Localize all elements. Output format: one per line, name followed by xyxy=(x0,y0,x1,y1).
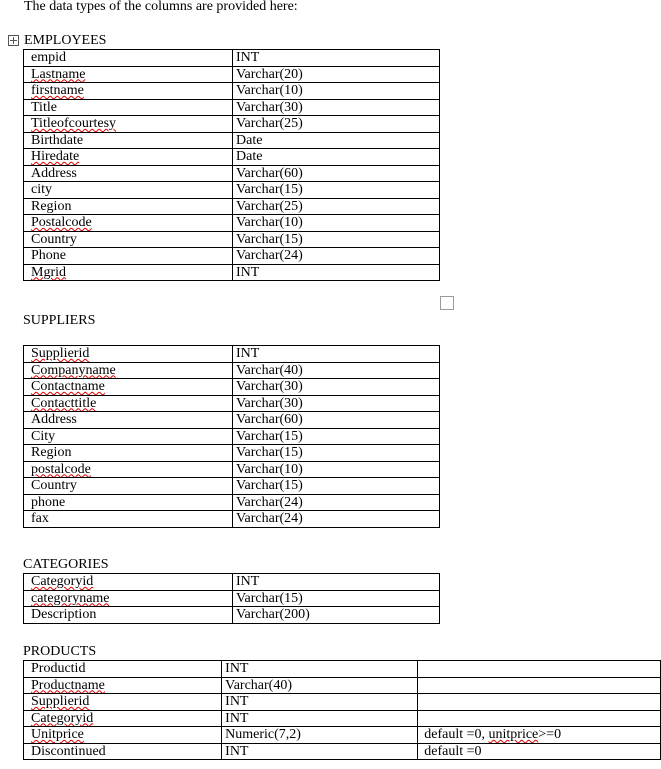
column-constraint xyxy=(418,694,661,711)
column-name-cell xyxy=(24,362,233,379)
column-name: Region xyxy=(31,198,72,214)
column-name: Phone xyxy=(31,248,66,263)
table-row xyxy=(24,165,440,182)
column-name-cell xyxy=(24,743,222,760)
column-name-cell xyxy=(24,677,222,694)
table-row xyxy=(24,215,440,232)
table-row xyxy=(24,710,661,727)
column-name-cell xyxy=(24,412,233,429)
column-type: Varchar(24) xyxy=(233,494,440,511)
table-row xyxy=(24,445,440,462)
column-type: Varchar(10) xyxy=(233,461,440,478)
column-name-cell xyxy=(24,215,233,232)
column-name-cell xyxy=(24,428,233,445)
column-name: Country xyxy=(31,231,77,247)
table-row xyxy=(24,83,440,100)
column-type: Varchar(60) xyxy=(233,412,440,429)
column-type: Varchar(24) xyxy=(233,248,440,265)
column-name-cell xyxy=(24,494,233,511)
column-name-cell xyxy=(24,149,233,166)
table-row xyxy=(24,661,661,678)
column-name: Address xyxy=(31,412,77,427)
column-name-cell xyxy=(24,710,222,727)
column-name-cell xyxy=(24,727,222,744)
column-type: Varchar(30) xyxy=(233,99,440,116)
table-row xyxy=(24,66,440,83)
table-row xyxy=(24,231,440,248)
column-type: Varchar(24) xyxy=(233,511,440,528)
column-name-cell xyxy=(24,66,233,83)
column-name-cell xyxy=(24,395,233,412)
table-heading-employees: EMPLOYEES xyxy=(24,33,107,48)
column-name-cell xyxy=(24,132,233,149)
table-row xyxy=(24,362,440,379)
column-name: empid xyxy=(31,50,66,65)
column-name-cell xyxy=(24,661,222,678)
column-name: Contactname xyxy=(31,379,105,394)
table-row xyxy=(24,677,661,694)
column-name-cell xyxy=(24,165,233,182)
column-name: city xyxy=(31,182,52,197)
column-name-cell xyxy=(24,445,233,462)
table-row xyxy=(24,727,661,744)
column-name-cell xyxy=(24,248,233,265)
column-name: Unitprice xyxy=(31,727,84,742)
intro-text: The data types of the columns are provided here: xyxy=(24,0,298,14)
employees-table xyxy=(23,49,440,281)
column-type: Varchar(200) xyxy=(233,607,440,624)
column-name: Postalcode xyxy=(31,215,92,230)
column-name: Productid xyxy=(31,661,86,676)
misspelled-word: unitprice xyxy=(488,727,539,742)
column-type: Varchar(15) xyxy=(233,231,440,248)
column-name: Categoryid xyxy=(31,574,94,589)
column-type: Varchar(10) xyxy=(233,215,440,232)
column-type: Varchar(40) xyxy=(233,362,440,379)
column-type: Date xyxy=(233,132,440,149)
column-name: Mgrid xyxy=(31,264,66,280)
column-type: INT xyxy=(222,694,418,711)
table-row xyxy=(24,461,440,478)
table-heading-suppliers: SUPPLIERS xyxy=(23,313,96,328)
column-type: Varchar(25) xyxy=(233,116,440,133)
column-constraint xyxy=(418,661,661,678)
column-name-cell xyxy=(24,198,233,215)
table-row xyxy=(24,743,661,760)
column-name: Birthdate xyxy=(31,132,84,148)
products-table xyxy=(23,660,661,760)
column-name-cell xyxy=(24,182,233,199)
column-name-cell xyxy=(24,478,233,495)
table-heading-products: PRODUCTS xyxy=(23,644,97,659)
column-name: City xyxy=(31,428,56,444)
table-row xyxy=(24,494,440,511)
column-type: Varchar(30) xyxy=(233,395,440,412)
column-name-cell xyxy=(24,511,233,528)
column-name: Productname xyxy=(31,677,105,693)
column-type: Varchar(60) xyxy=(233,165,440,182)
column-type: Varchar(15) xyxy=(233,182,440,199)
column-name: fax xyxy=(31,511,49,526)
table-resize-icon[interactable] xyxy=(440,296,454,310)
table-row xyxy=(24,50,440,67)
column-name-cell xyxy=(24,231,233,248)
column-name: Hiredate xyxy=(31,149,80,164)
table-row xyxy=(24,395,440,412)
column-name-cell xyxy=(24,694,222,711)
column-name: Title xyxy=(31,99,57,115)
column-type: INT xyxy=(233,574,440,591)
column-type: Varchar(10) xyxy=(233,83,440,100)
categories-table xyxy=(23,573,440,624)
column-name: Categoryid xyxy=(31,710,94,726)
column-constraint: default =0, unitprice>=0 xyxy=(418,727,661,744)
column-name-cell xyxy=(24,116,233,133)
table-row xyxy=(24,116,440,133)
column-name-cell xyxy=(24,590,233,607)
column-name: categoryname xyxy=(31,590,110,606)
table-row xyxy=(24,428,440,445)
column-type: Varchar(15) xyxy=(233,590,440,607)
column-name: Companyname xyxy=(31,362,116,378)
table-row xyxy=(24,412,440,429)
column-constraint xyxy=(418,677,661,694)
column-name: postalcode xyxy=(31,461,91,477)
column-name-cell xyxy=(24,83,233,100)
column-name: Supplierid xyxy=(31,694,90,709)
table-row xyxy=(24,248,440,265)
column-type: Varchar(40) xyxy=(222,677,418,694)
table-row xyxy=(24,132,440,149)
column-name-cell xyxy=(24,607,233,624)
column-type: Date xyxy=(233,149,440,166)
column-name: phone xyxy=(31,494,66,510)
column-name: Lastname xyxy=(31,66,86,82)
column-name: Supplierid xyxy=(31,346,90,361)
column-type: INT xyxy=(222,743,418,760)
column-name: Discontinued xyxy=(31,743,106,759)
column-type: Varchar(20) xyxy=(233,66,440,83)
column-name-cell xyxy=(24,50,233,67)
column-type: Varchar(15) xyxy=(233,428,440,445)
column-name: firstname xyxy=(31,83,84,98)
column-type: Varchar(15) xyxy=(233,445,440,462)
column-type: INT xyxy=(233,264,440,281)
column-type: Varchar(30) xyxy=(233,379,440,396)
table-row xyxy=(24,574,440,591)
column-constraint xyxy=(418,710,661,727)
table-row xyxy=(24,694,661,711)
table-row xyxy=(24,346,440,363)
table-row xyxy=(24,590,440,607)
suppliers-table xyxy=(23,345,440,528)
column-type: INT xyxy=(233,50,440,67)
column-name-cell xyxy=(24,264,233,281)
table-row xyxy=(24,511,440,528)
table-heading-categories: CATEGORIES xyxy=(23,557,109,572)
table-row xyxy=(24,607,440,624)
table-row xyxy=(24,478,440,495)
column-name: Country xyxy=(31,478,77,493)
column-type: INT xyxy=(222,710,418,727)
column-name-cell xyxy=(24,346,233,363)
table-move-icon[interactable] xyxy=(8,35,19,46)
column-constraint: default =0 xyxy=(418,743,661,760)
column-name-cell xyxy=(24,379,233,396)
table-row xyxy=(24,99,440,116)
column-name: Contacttitle xyxy=(31,395,97,411)
column-name: Description xyxy=(31,607,97,622)
column-type: Varchar(15) xyxy=(233,478,440,495)
table-row xyxy=(24,198,440,215)
table-row xyxy=(24,379,440,396)
column-type: INT xyxy=(233,346,440,363)
column-type: Numeric(7,2) xyxy=(222,727,418,744)
column-name-cell xyxy=(24,461,233,478)
column-name-cell xyxy=(24,574,233,591)
table-row xyxy=(24,264,440,281)
column-name: Titleofcourtesy xyxy=(31,116,117,131)
column-name: Address xyxy=(31,165,77,181)
column-type: Varchar(25) xyxy=(233,198,440,215)
column-name-cell xyxy=(24,99,233,116)
column-type: INT xyxy=(222,661,418,678)
table-row xyxy=(24,182,440,199)
table-row xyxy=(24,149,440,166)
column-name: Region xyxy=(31,445,72,460)
